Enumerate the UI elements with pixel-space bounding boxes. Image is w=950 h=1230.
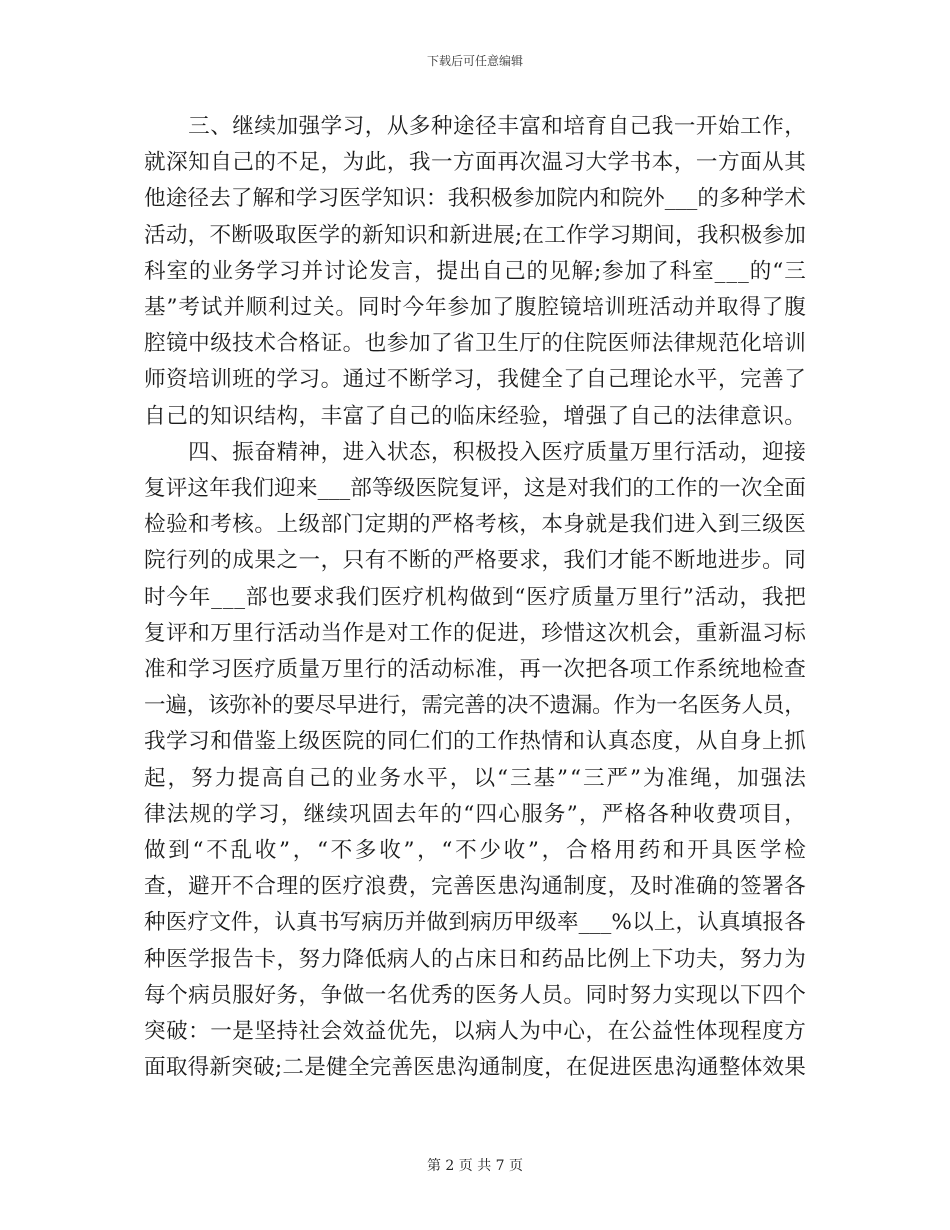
text-line: 律法规的学习，继续巩固去年的“四心服务”，严格各种收费项目， <box>144 801 807 827</box>
text-line: 活动，不断吸取医学的新知识和新进展;在工作学习期间，我积极参加 <box>144 222 807 248</box>
text-line: 院行列的成果之一，只有不断的严格要求，我们才能不断地进步。同 <box>144 548 807 574</box>
page-number-footer: 第 2 页 共 7 页 <box>426 1158 524 1174</box>
text-line: 每个病员服好务，争做一名优秀的医务人员。同时努力实现以下四个 <box>144 982 807 1008</box>
text-line: 四、振奋精神，进入状态，积极投入医疗质量万里行活动，迎接 <box>144 439 807 465</box>
text-line: 三、继续加强学习，从多种途径丰富和培育自己我一开始工作， <box>144 114 807 139</box>
text-line: 我学习和借鉴上级医院的同仁们的工作热情和认真态度，从自身上抓 <box>144 729 807 755</box>
page-header: 下载后可任意编辑 <box>426 54 523 68</box>
text-line: 科室的业务学习并讨论发言，提出自己的见解;参加了科室___的“三 <box>144 258 807 284</box>
text-line: 师资培训班的学习。通过不断学习，我健全了自己理论水平，完善了 <box>144 367 807 393</box>
text-line: 面取得新突破;二是健全完善医患沟通制度，在促进医患沟通整体效果 <box>144 1055 807 1081</box>
text-line: 就深知自己的不足，为此，我一方面再次温习大学书本，一方面从其 <box>144 150 807 176</box>
text-line: 他途径去了解和学习医学知识：我积极参加院内和院外___的多种学术 <box>144 186 806 212</box>
text-line: 复评和万里行活动当作是对工作的促进，珍惜这次机会，重新温习标 <box>144 620 807 646</box>
text-line: 做到“不乱收”，“不多收”，“不少收”，合格用药和开具医学检 <box>144 838 809 864</box>
text-line: 一遍，该弥补的要尽早进行，需完善的决不遗漏。作为一名医务人员， <box>144 693 806 719</box>
text-line: 腔镜中级技术合格证。也参加了省卫生厅的住院医师法律规范化培训 <box>144 331 807 357</box>
text-line: 自己的知识结构，丰富了自己的临床经验，增强了自己的法律意识。 <box>144 403 807 429</box>
text-line: 种医疗文件，认真书写病历并做到病历甲级率___%以上，认真填报各 <box>144 910 806 936</box>
text-line: 突破：一是坚持社会效益优先，以病人为中心，在公益性体现程度方 <box>144 1019 807 1045</box>
text-line: 复评这年我们迎来___部等级医院复评，这是对我们的工作的一次全面 <box>144 476 806 502</box>
text-line: 查，避开不合理的医疗浪费，完善医患沟通制度，及时准确的签署各 <box>144 874 807 900</box>
text-line: 准和学习医疗质量万里行的活动标准，再一次把各项工作系统地检查 <box>144 657 807 683</box>
text-line: 种医学报告卡，努力降低病人的占床日和药品比例上下功夫，努力为 <box>144 946 807 972</box>
text-line: 检验和考核。上级部门定期的严格考核，本身就是我们进入到三级医 <box>144 512 807 538</box>
paragraph-four <box>144 435 809 1087</box>
document-body <box>144 109 809 1086</box>
text-line: 时今年___部也要求我们医疗机构做到“医疗质量万里行”活动，我把 <box>144 584 807 610</box>
text-line: 起，努力提高自己的业务水平，以“三基”“三严”为准绳，加强法 <box>144 765 808 791</box>
text-line: 基”考试并顺利过关。同时今年参加了腹腔镜培训班活动并取得了腹 <box>144 295 807 321</box>
paragraph-three <box>144 109 806 435</box>
